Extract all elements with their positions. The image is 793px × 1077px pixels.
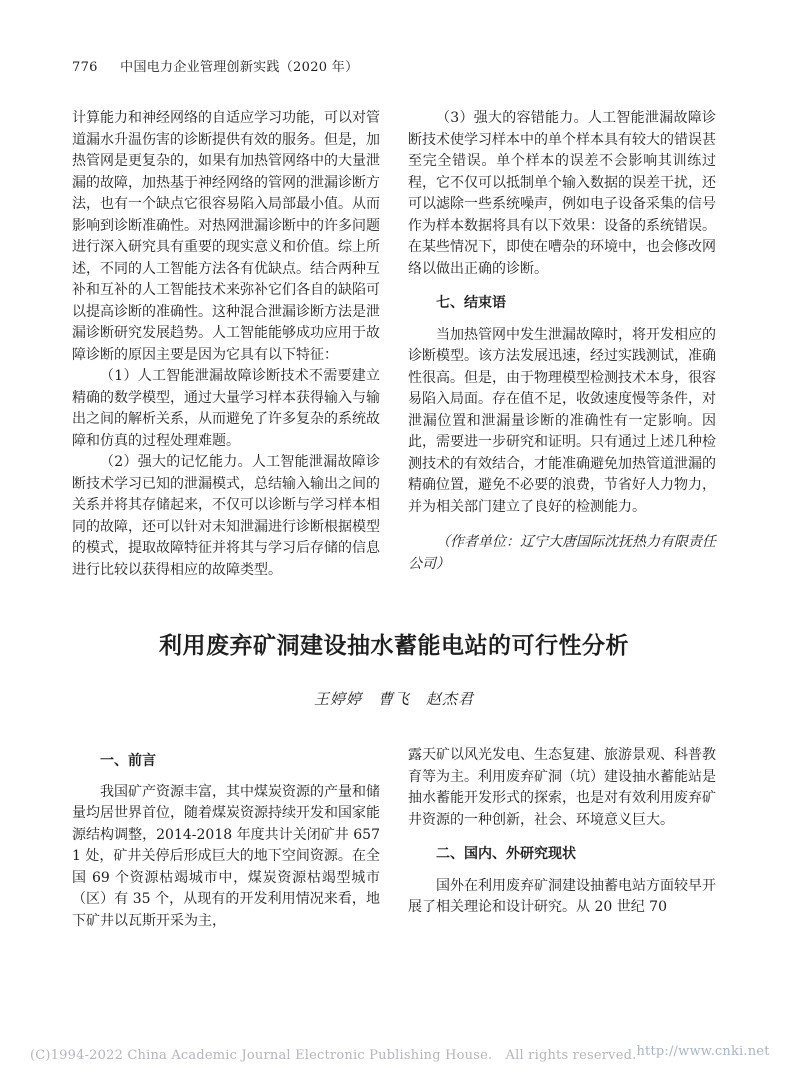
article2-title: 利用废弃矿洞建设抽水蓄能电站的可行性分析	[159, 632, 629, 659]
section-heading-intro: 一、前言	[100, 753, 156, 769]
article2-authors: 王婷婷 曹飞 赵杰君	[313, 690, 474, 708]
cnki-url-link[interactable]: http://www.cnki.net	[636, 1044, 770, 1059]
journal-title: 中国电力企业管理创新实践（2020 年）	[120, 60, 359, 75]
paragraph: 当加热管网中发生泄漏故障时，将开发相应的诊断模型。该方法发展迅速，经过实践测试，准确性很高。但是，由于物理模型检测技术本身，很容易陷入局面。存在值不足，收敛速度慢等条件，对泄漏位置和泄漏量诊断的准确性有一定影响。因此，需要进一步研究和证明。只有通过上述几种检测技术的有效结合，才能准确避免加热管道泄漏的精确位置，避免不必要的浪费，节省好人力物力，并为相关部门建立了良好的检测能力。	[408, 326, 716, 515]
paragraph: （3）强大的容错能力。人工智能泄漏故障诊断技术使学习样本中的单个样本具有较大的错误甚至完全错误。单个样本的误差不会影响其训练过程，它不仅可以抵制单个输入数据的误差干扰，还可以滤除一些系统噪声，例如电子设备采集的信号作为样本数据将具有以下效果：设备的系统错误。在某些情况下，即使在嘈杂的环境中，也会修改网络以做出正确的诊断。	[408, 110, 716, 277]
paragraph: 计算能力和神经网络的自适应学习功能，可以对管道漏水升温伤害的诊断提供有效的服务。但是，加热管网是更复杂的，如果有加热管网络中的大量泄漏的故障，加热基于神经网络的管网的泄漏诊断方法，也有一个缺点它很容易陷入局部最小值。从而影响到诊断准确性。对热网泄漏诊断中的许多问题进行深入研究具有重要的现实意义和价值。综上所述，不同的人工智能方法各有优缺点。结合两种互补和互补的人工智能技术来弥补它们各自的缺陷可以提高诊断的准确性。这种混合泄漏诊断方法是泄漏诊断研究发展趋势。人工智能能够成功应用于故障诊断的原因主要是因为它具有以下特征：	[72, 110, 380, 363]
article1-body	[72, 108, 716, 581]
article2-left-column	[72, 745, 380, 932]
article1-left-column	[72, 108, 380, 581]
article1-right-column	[408, 108, 716, 581]
section-heading-research-status: 二、国内、外研究现状	[436, 846, 576, 862]
paragraph: 露天矿以风光发电、生态复建、旅游景观、科普教育等为主。利用废弃矿洞（坑）建设抽水蓄能站是抽水蓄能开发形式的探索，也是对有效利用废弃矿井资源的一种创新，社会、环境意义巨大。	[408, 747, 716, 828]
section-heading-conclusion: 七、结束语	[436, 295, 506, 311]
article2-right-column	[408, 745, 716, 932]
page-number: 776	[72, 60, 98, 75]
article2-body	[72, 745, 716, 932]
paragraph: 我国矿产资源丰富，其中煤炭资源的产量和储量均居世界首位，随着煤炭资源持续开发和国家能源结构调整，2014-2018 年度共计关闭矿井 6571 处，矿井关停后形成巨大的地下空间资源。在全国 69 个资源枯竭城市中，煤炭资源枯竭型城市（区）有 35 个，从现有的开发利用情况来看，地下矿井以瓦斯开采为主，	[72, 783, 380, 929]
paragraph: 国外在利用废弃矿洞建设抽蓄电站方面较早开展了相关理论和设计研究。从 20 世纪 70	[408, 877, 716, 915]
page-header	[72, 56, 716, 75]
paragraph: （1）人工智能泄漏故障诊断技术不需要建立精确的数学模型，通过大量学习样本获得输入与输出之间的解析关系，从而避免了许多复杂的系统故障和仿真的过程处理难题。	[72, 368, 380, 449]
copyright-text: (C)1994-2022 China Academic Journal Electronic Publishing House. All rights reserved.	[30, 1048, 637, 1063]
page-footer	[30, 1044, 770, 1063]
paragraph: （2）强大的记忆能力。人工智能泄漏故障诊断技术学习已知的泄漏模式，总结输入输出之间的关系并将其存储起来，不仅可以诊断与学习样本相同的故障，还可以针对未知泄漏进行诊断根据模型的模式，提取故障特征并将其与学习后存储的信息进行比较以获得相应的故障类型。	[72, 454, 380, 578]
author-affiliation-note: （作者单位：辽宁大唐国际沈抚热力有限责任公司）	[408, 534, 716, 572]
